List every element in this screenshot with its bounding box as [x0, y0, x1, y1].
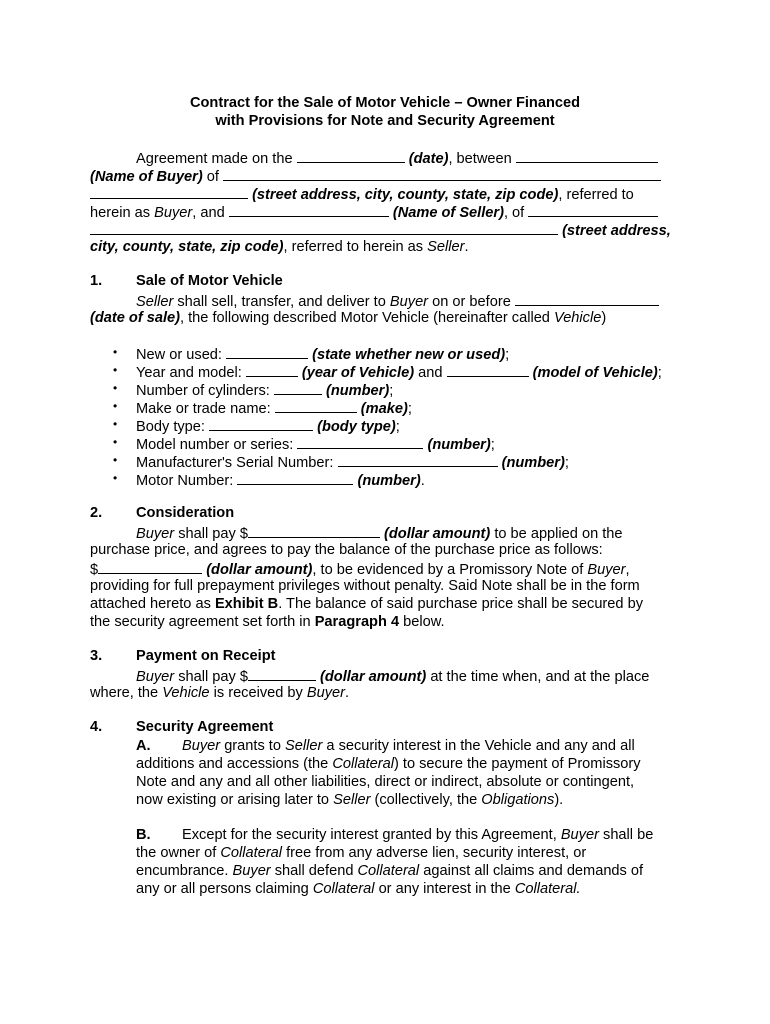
section4-b-line-1: B. Except for the security interest granted by this Agreement, Buyer shall be [136, 827, 654, 843]
section4-a-line-4: now existing or arising later to Seller (collectively, the Obligations). [136, 792, 564, 808]
section2-line-1: Buyer shall pay $ (dollar amount) to be applied on the [136, 523, 623, 543]
intro-line-2: (Name of Buyer) of [90, 166, 661, 186]
bullet: • [113, 453, 118, 467]
section2-line-2: purchase price, and agrees to pay the balance of the purchase price as follows: [90, 542, 603, 558]
section4-heading: Security Agreement [136, 719, 274, 735]
section2-line-6: the security agreement set forth in Paragraph 4 below. [90, 614, 445, 630]
bullet: • [113, 363, 118, 377]
section2-line-5: attached hereto as Exhibit B. The balance of said purchase price shall be secured by [90, 596, 643, 612]
section4-number: 4. [90, 719, 103, 735]
section1-heading: Sale of Motor Vehicle [136, 273, 283, 289]
list-item: Year and model: (year of Vehicle) and (model of Vehicle); [136, 362, 662, 382]
section3-line-2: where, the Vehicle is received by Buyer. [90, 685, 350, 701]
bullet: • [113, 435, 118, 449]
list-item: Body type: (body type); [136, 416, 400, 436]
section1-line-1: Seller shall sell, transfer, and deliver to Buyer on or before [136, 291, 659, 311]
section3-number: 3. [90, 648, 103, 664]
intro-line-1: Agreement made on the (date), between [136, 148, 658, 168]
section2-line-4: providing for full prepayment privileges without penalty. Said Note shall be in the form [90, 578, 640, 594]
intro-line-3: (street address, city, county, state, zip code), referred to [90, 184, 634, 204]
section4-a-line-2: additions and accessions (the Collateral) to secure the payment of Promissory [136, 756, 641, 772]
bullet: • [113, 471, 118, 485]
document-title-line1: Contract for the Sale of Motor Vehicle – Owner Financed [189, 95, 581, 111]
section2-heading: Consideration [136, 505, 235, 521]
section1-number: 1. [90, 273, 103, 289]
intro-line-6: city, county, state, zip code), referred to herein as Seller. [90, 239, 469, 255]
bullet: • [113, 381, 118, 395]
list-item: New or used: (state whether new or used); [136, 344, 509, 364]
intro-line-4: herein as Buyer, and (Name of Seller), of [90, 202, 658, 222]
bullet: • [113, 417, 118, 431]
list-item: Model number or series: (number); [136, 434, 495, 454]
section2-line-3: $ (dollar amount), to be evidenced by a Promissory Note of Buyer, [90, 559, 630, 579]
list-item: Manufacturer's Serial Number: (number); [136, 452, 569, 472]
list-item: Number of cylinders: (number); [136, 380, 393, 400]
section4-b-line-2: the owner of Collateral free from any adverse lien, security interest, or [136, 845, 587, 861]
section3-heading: Payment on Receipt [136, 648, 276, 664]
section4-a-line-3: Note and any and all other liabilities, direct or indirect, absolute or contingent, [136, 774, 635, 790]
section2-number: 2. [90, 505, 103, 521]
section4-a-line-1: A. Buyer grants to Seller a security interest in the Vehicle and any and all [136, 738, 635, 754]
section3-line-1: Buyer shall pay $ (dollar amount) at the time when, and at the place [136, 666, 649, 686]
list-item: Motor Number: (number). [136, 470, 425, 490]
section4-b-line-3: encumbrance. Buyer shall defend Collateral against all claims and demands of [136, 863, 644, 879]
document-title-line2: with Provisions for Note and Security Agreement [215, 113, 555, 129]
bullet: • [113, 399, 118, 413]
section4-b-line-4: any or all persons claiming Collateral or any interest in the Collateral. [136, 881, 581, 897]
section1-line-2: (date of sale), the following described Motor Vehicle (hereinafter called Vehicle) [90, 310, 607, 326]
bullet: • [113, 345, 118, 359]
intro-line-5: (street address, [90, 220, 671, 240]
list-item: Make or trade name: (make); [136, 398, 412, 418]
